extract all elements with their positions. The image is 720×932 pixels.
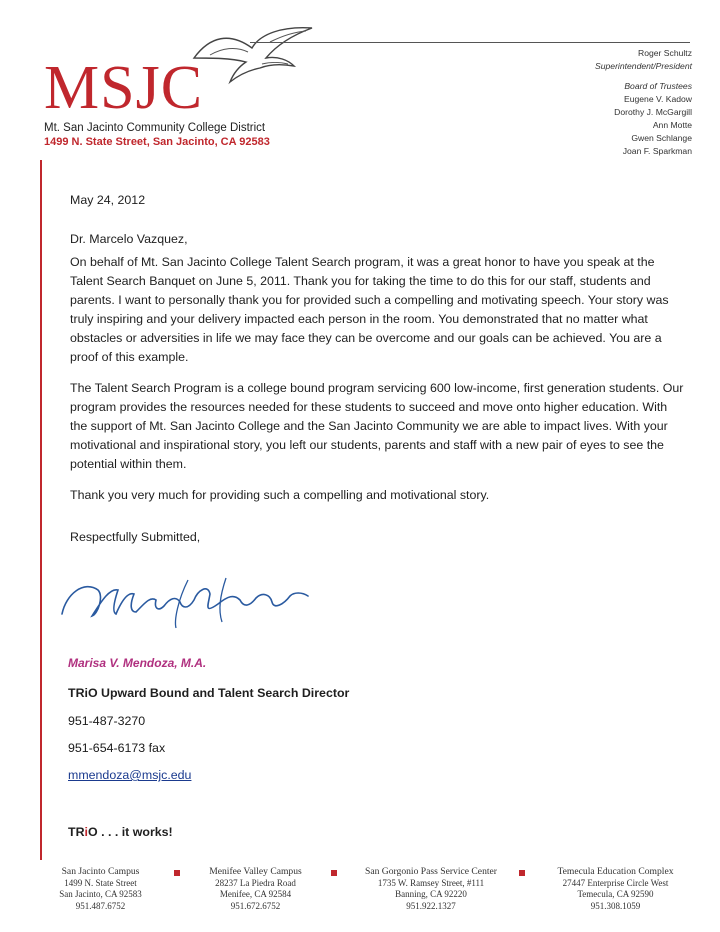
campus-block [28,866,173,912]
campus-name: Temecula Education Complex [557,866,674,877]
campus-street: 27447 Enterprise Circle West [562,877,669,888]
handwritten-signature [58,570,318,630]
campus-block [188,866,323,912]
campus-street: 1499 N. State Street [64,877,137,888]
footer-separator [174,870,180,876]
campus-city: Menifee, CA 92584 [219,889,292,899]
trustee-name: Gwen Schlange [631,133,692,143]
campus-phone: 951.672.6752 [230,900,281,911]
campus-street: 28237 La Piedra Road [215,877,296,888]
footer-campuses [28,866,698,916]
campus-name: San Gorgonio Pass Service Center [365,866,497,877]
trio-tagline-accent: i [84,825,88,839]
campus-block [346,866,516,912]
campus-city: San Jacinto, CA 92583 [59,889,142,899]
trustees-block [595,47,692,158]
footer-separator [331,870,337,876]
header-rule [250,42,690,43]
signer-name: Marisa V. Mendoza, M.A. [68,656,207,670]
campus-city: Temecula, CA 92590 [577,889,654,899]
campus-city: Banning, CA 92220 [395,889,467,899]
campus-phone: 951.487.6752 [75,900,126,911]
margin-rule [40,160,42,860]
campus-phone: 951.308.1059 [590,900,641,911]
eagle-logo-icon [190,22,315,92]
body-paragraph: On behalf of Mt. San Jacinto College Talent Search program, it was a great honor to have you speak at the Talent Search Banquet on June 5, 2011. Thank you for taking the time to do this for our staff, students and parents. I want to personally thank you for provided such a compelling and motivating speech. Your story was truly inspiring and your delivery impacted each person in the room. You demonstrated that no matter what obstacles or adversities in life we may face they can be overcome and our goals can be achieved. You are a proof of this example. [70,255,669,364]
campus-name: San Jacinto Campus [61,866,140,877]
letter-body [70,191,685,547]
district-name: Mt. San Jacinto Community College District [44,122,266,134]
salutation: Dr. Marcelo Vazquez, [70,232,188,246]
president-title: Superintendent/President [595,61,692,71]
trustee-name: Eugene V. Kadow [623,94,692,104]
campus-phone: 951.922.1327 [406,900,456,911]
trio-tagline-part: O . . . it works! [87,825,173,839]
campus-street: 1735 W. Ramsey Street, #111 [377,877,485,888]
phone-number: 951-487-3270 [68,714,146,728]
trio-tagline-part: TR [68,825,85,839]
footer-separator [519,870,525,876]
board-label: Board of Trustees [624,81,692,91]
body-paragraph: Thank you very much for providing such a compelling and motivational story. [70,488,490,502]
body-paragraph: The Talent Search Program is a college bound program servicing 600 low-income, first generation students. Our program provides the resources needed for these students to succeed and move onto higher education. With the support of Mt. San Jacinto College and the San Jacinto Community we are able to impact lives. With your motivational and inspirational story, you left our students, parents and staff with a new pair of eyes to see the potential within them. [70,381,684,471]
fax-number: 951-654-6173 fax [68,741,166,755]
campus-block [533,866,698,912]
trustee-name: Ann Motte [652,120,692,130]
msjc-logo: MSJC [44,54,204,122]
campus-name: Menifee Valley Campus [209,866,302,877]
signer-title: TRiO Upward Bound and Talent Search Director [68,686,350,700]
trio-tagline [68,825,173,839]
district-address: 1499 N. State Street, San Jacinto, CA 92583 [44,136,270,148]
closing: Respectfully Submitted, [70,530,201,544]
email-link[interactable]: mmendoza@msjc.edu [68,768,192,782]
trustee-name: Joan F. Sparkman [622,146,692,156]
president-name: Roger Schultz [638,48,692,58]
trustee-name: Dorothy J. McGargill [614,107,692,117]
letter-date: May 24, 2012 [70,193,146,207]
